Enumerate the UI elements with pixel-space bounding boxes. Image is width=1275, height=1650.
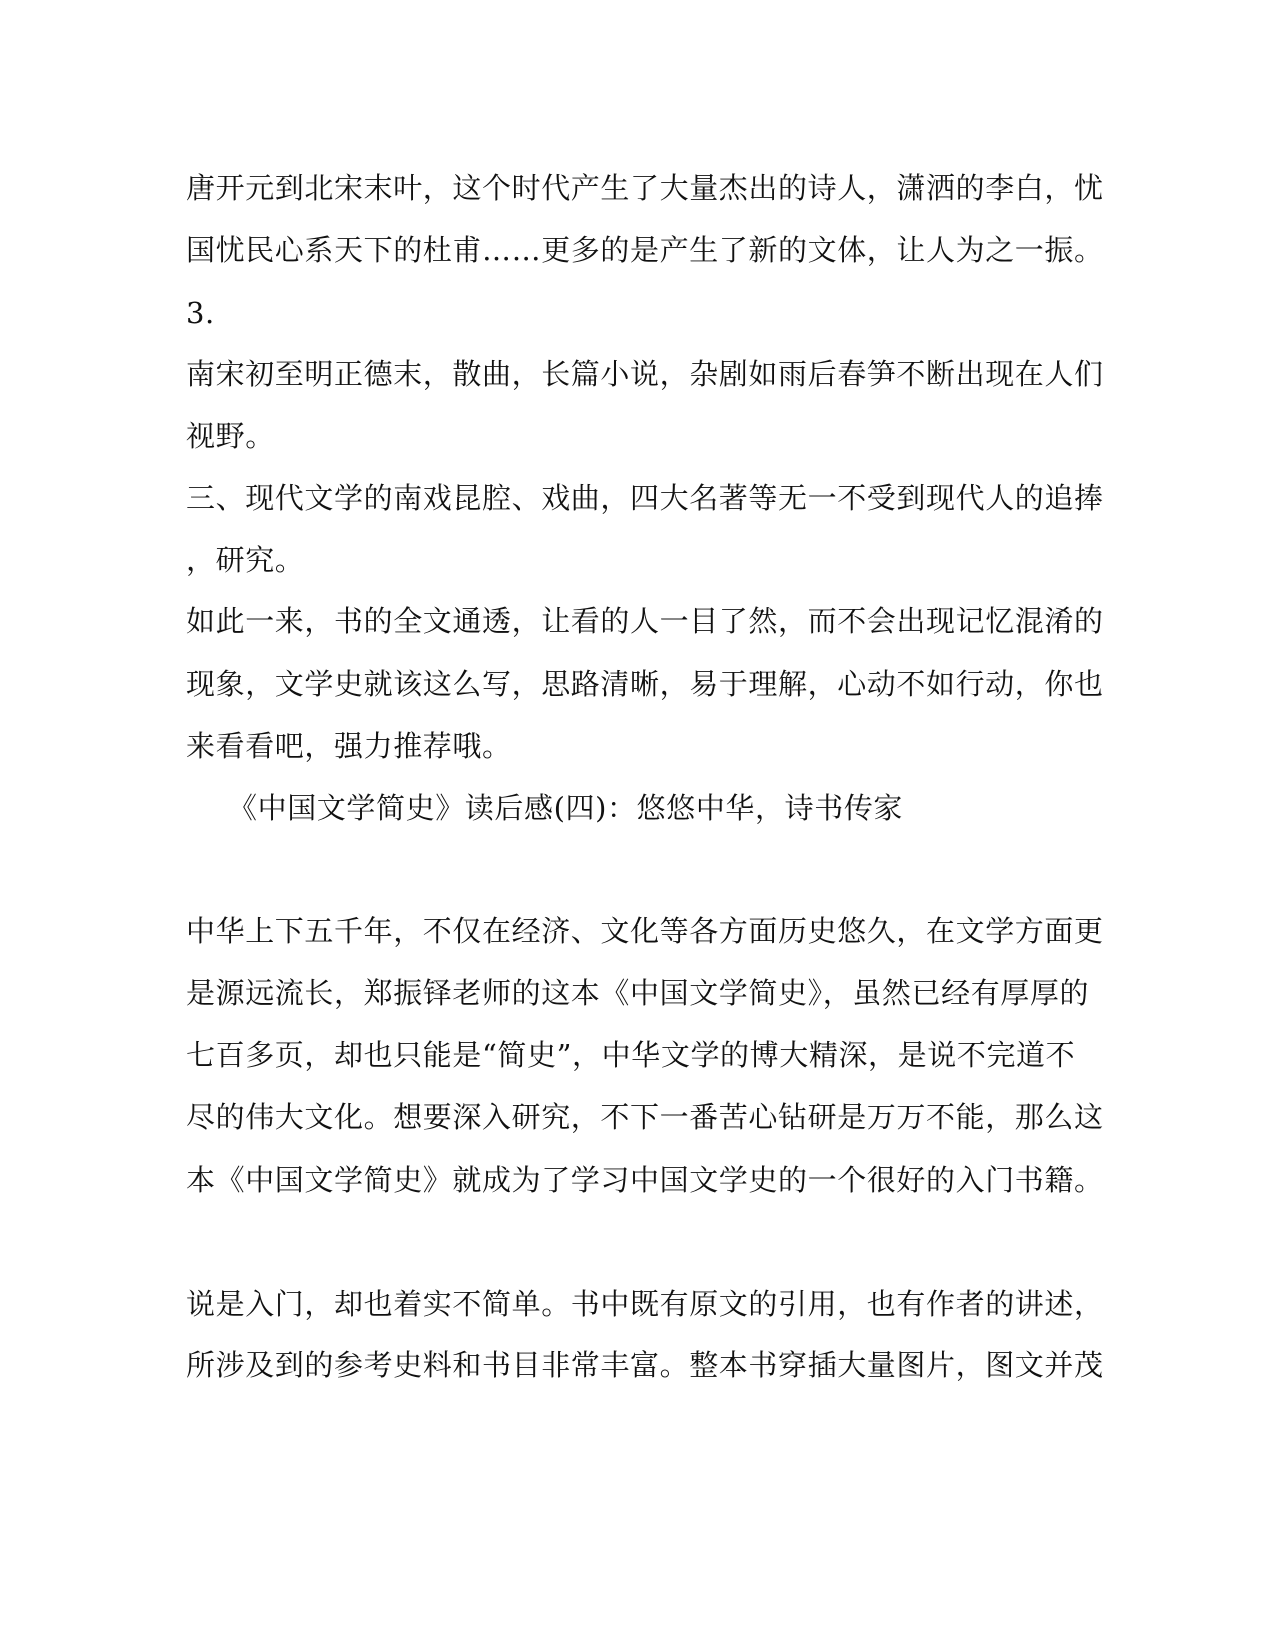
text-line: ，研究。 [186,543,305,577]
text-line: 三、现代文学的南戏昆腔、戏曲，四大名著等无一不受到现代人的追捧 [186,481,1104,515]
text-line: 唐开元到北宋末叶，这个时代产生了大量杰出的诗人，潇洒的李白，忧 [186,171,1104,205]
text-line: 说是入门，却也着实不简单。书中既有原文的引用，也有作者的讲述， [186,1287,1104,1321]
text-line: 是源远流长，郑振铎老师的这本《中国文学简史》，虽然已经有厚厚的 [186,976,1090,1010]
text-line: 如此一来，书的全文通透，让看的人一目了然，而不会出现记忆混淆的 [186,604,1104,638]
text-line: 南宋初至明正德末，散曲，长篇小说，杂剧如雨后春笋不断出现在人们 [186,357,1104,391]
text-line: 视野。 [186,419,275,453]
text-line: 本《中国文学简史》就成为了学习中国文学史的一个很好的入门书籍。 [186,1163,1104,1197]
text-line: 尽的伟大文化。想要深入研究，不下一番苦心钻研是万万不能，那么这 [186,1100,1104,1134]
text-line: 国忧民心系天下的杜甫……更多的是产生了新的文体，让人为之一振。 [186,233,1104,267]
text-line: 3. [186,296,215,330]
section-heading: 《中国文学简史》读后感(四)：悠悠中华，诗书传家 [228,791,904,825]
text-line: 所涉及到的参考史料和书目非常丰富。整本书穿插大量图片，图文并茂 [186,1348,1104,1382]
text-line: 现象，文学史就该这么写，思路清晰，易于理解，心动不如行动，你也 [186,667,1104,701]
text-line: 七百多页，却也只能是“简史”，中华文学的博大精深，是说不完道不 [186,1038,1076,1072]
text-line: 来看看吧，强力推荐哦。 [186,729,512,763]
text-line: 中华上下五千年，不仅在经济、文化等各方面历史悠久，在文学方面更 [186,914,1104,948]
